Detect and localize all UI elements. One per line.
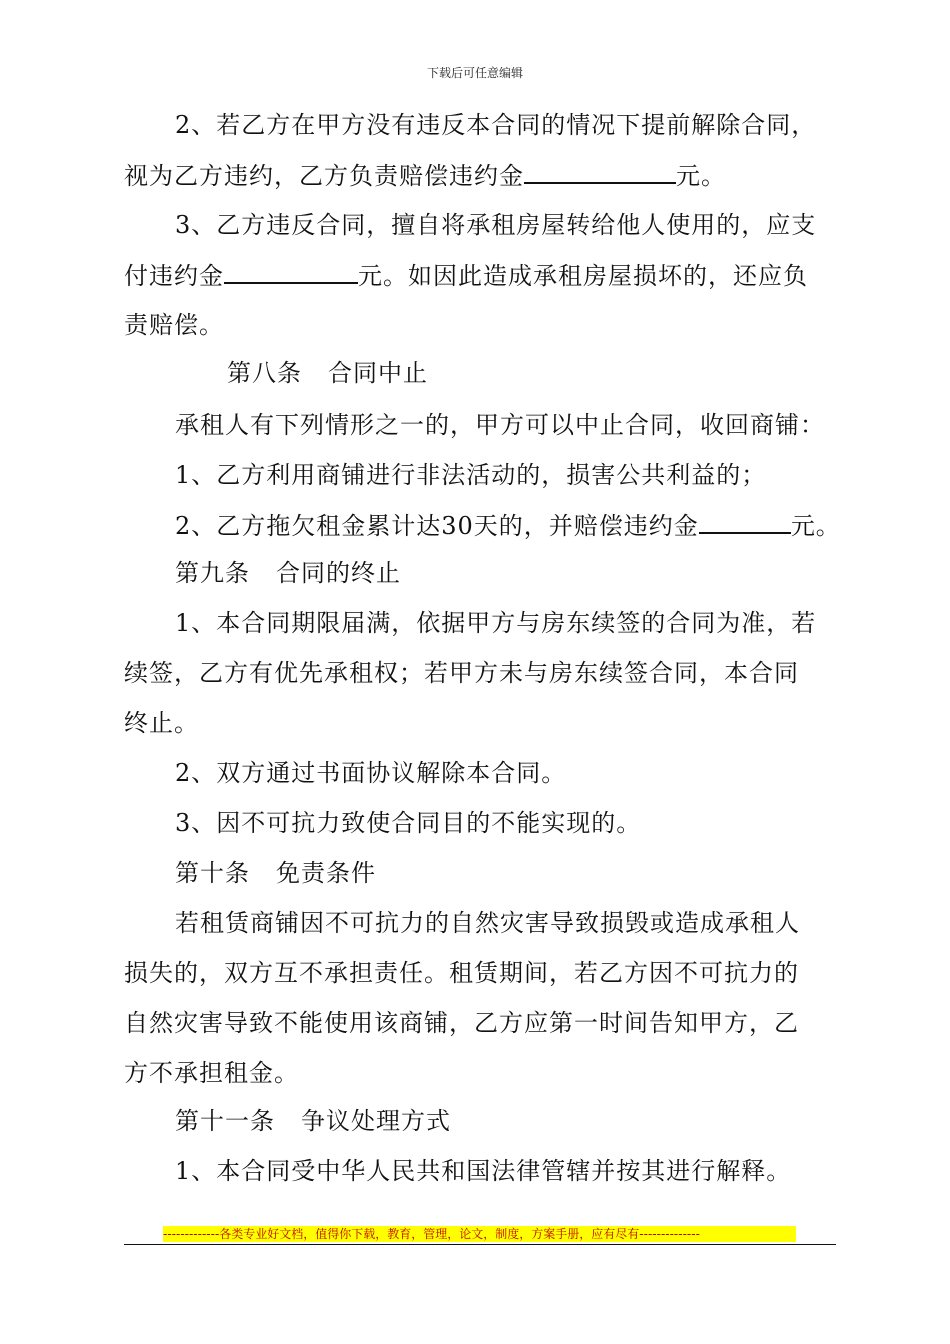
clause-9-item-1-line-1: 1、本合同期限届满，依据甲方与房东续签的合同为准，若 <box>175 609 817 637</box>
amount-blank[interactable] <box>699 510 791 534</box>
clause-11-heading: 第十一条 争议处理方式 <box>175 1107 451 1135</box>
clause-9-item-1-line-3: 终止。 <box>124 709 199 737</box>
clause-10-line-3: 自然灾害导致不能使用该商铺，乙方应第一时间告知甲方，乙 <box>124 1009 799 1037</box>
clause-9-item-3: 3、因不可抗力致使合同目的不能实现的。 <box>175 809 642 837</box>
clause-9-heading: 第九条 合同的终止 <box>175 559 401 587</box>
clause-11-item-1: 1、本合同受中华人民共和国法律管辖并按其进行解释。 <box>175 1157 792 1185</box>
clause-8-item-2: 2、乙方拖欠租金累计达30天的，并赔偿违约金 元。 <box>175 512 841 540</box>
amount-blank[interactable] <box>524 160 676 184</box>
amount-blank[interactable] <box>224 260 358 284</box>
clause-10-heading: 第十条 免责条件 <box>175 859 376 887</box>
clause-9-item-1-line-2: 续签，乙方有优先承租权；若甲方未与房东续签合同，本合同 <box>124 659 799 687</box>
clause-8-intro: 承租人有下列情形之一的，甲方可以中止合同，收回商铺： <box>175 411 825 439</box>
clause-10-line-4: 方不承担租金。 <box>124 1059 299 1087</box>
clause-10-line-1: 若租赁商铺因不可抗力的自然灾害导致损毁或造成承租人 <box>175 909 800 937</box>
footer-rule <box>124 1244 836 1245</box>
page-header: 下载后可任意编辑 <box>426 66 523 80</box>
clause-7-item-2-line-1: 2、若乙方在甲方没有违反本合同的情况下提前解除合同， <box>175 111 817 139</box>
clause-7-item-3-line-3: 责赔偿。 <box>124 311 224 339</box>
clause-9-item-2: 2、双方通过书面协议解除本合同。 <box>175 759 567 787</box>
clause-8-heading: 第八条 合同中止 <box>227 359 428 387</box>
footer-banner: -------------各类专业好文档，值得你下载，教育，管理，论文，制度，方案手册，应有尽有-------------- <box>163 1226 796 1242</box>
clause-8-item-1: 1、乙方利用商铺进行非法活动的，损害公共利益的； <box>175 461 767 489</box>
clause-10-line-2: 损失的，双方互不承担责任。租赁期间，若乙方因不可抗力的 <box>124 959 799 987</box>
clause-7-item-3-line-2: 付违约金 元。如因此造成承租房屋损坏的，还应负 <box>124 262 808 290</box>
clause-7-item-2-line-2: 视为乙方违约，乙方负责赔偿违约金 元。 <box>124 162 726 190</box>
clause-7-item-3-line-1: 3、乙方违反合同，擅自将承租房屋转给他人使用的，应支 <box>175 211 817 239</box>
